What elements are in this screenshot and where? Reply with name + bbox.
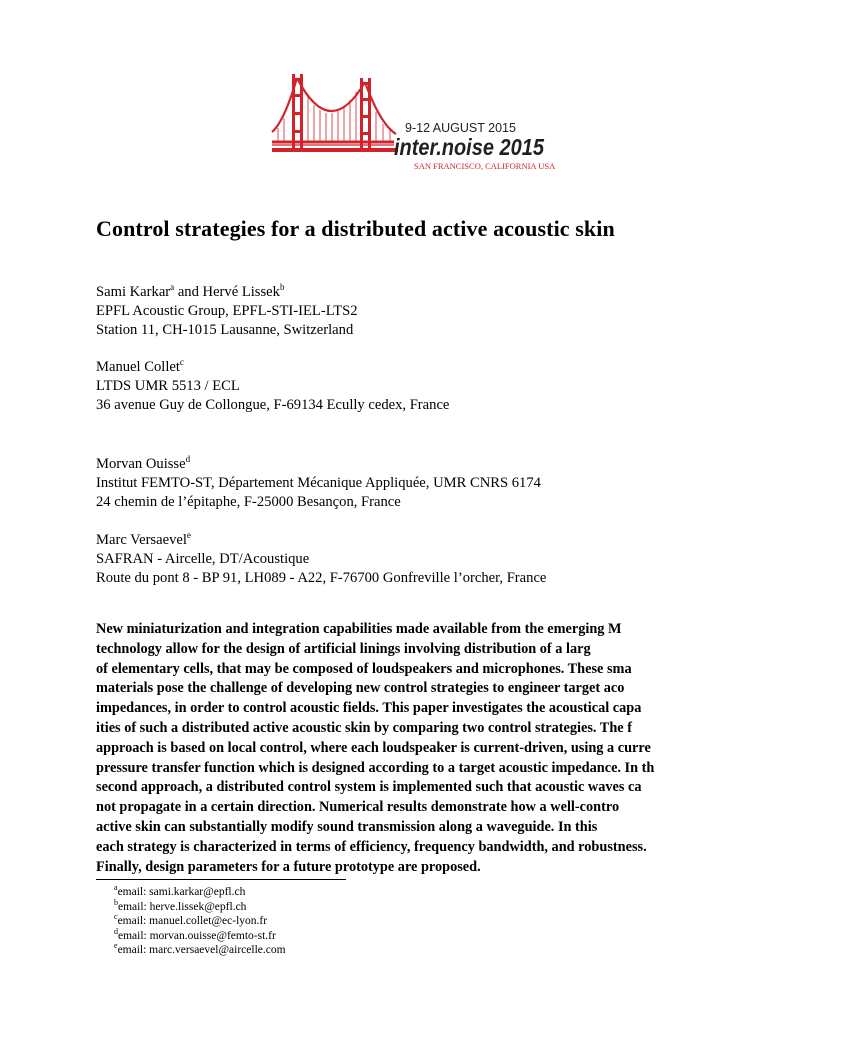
footnote xyxy=(114,943,286,958)
affiliation-line: SAFRAN - Aircelle, DT/Acoustique xyxy=(96,551,310,567)
abstract-line: ities of such a distributed active acoustic skin by comparing two control strategies. The f xyxy=(96,719,632,736)
author-block-1 xyxy=(96,283,358,340)
abstract-line: technology allow for the design of artificial linings involving distribution of a larg xyxy=(96,640,591,657)
footnote-email: email: sami.karkar@epfl.ch xyxy=(117,886,246,898)
footnote xyxy=(114,926,286,944)
abstract-line: each strategy is characterized in terms of efficiency, frequency bandwidth, and robustness. xyxy=(96,838,647,855)
author-block-2 xyxy=(96,358,449,415)
author-name: and Hervé Lissek xyxy=(174,284,280,300)
affiliation-line: EPFL Acoustic Group, EPFL-STI-IEL-LTS2 xyxy=(96,303,358,319)
address-line: 36 avenue Guy de Collongue, F-69134 Ecully cedex, France xyxy=(96,397,450,413)
footnote xyxy=(114,914,286,929)
author-name: Manuel Collet xyxy=(96,359,180,375)
address-line: Station 11, CH-1015 Lausanne, Switzerland xyxy=(96,322,354,338)
footnote-email: email: marc.versaevel@aircelle.com xyxy=(117,944,286,957)
footnote-mark: a xyxy=(114,883,118,892)
author-block-3 xyxy=(96,455,541,512)
footnote xyxy=(114,885,286,900)
author-names-line xyxy=(96,455,541,474)
abstract-line: of elementary cells, that may be composed of loudspeakers and microphones. These sma xyxy=(96,660,632,677)
abstract-line: approach is based on local control, where each loudspeaker is current-driven, using a curre xyxy=(96,739,651,756)
address-line: 24 chemin de l’épitaphe, F-25000 Besançon, France xyxy=(96,494,401,510)
author-names-line xyxy=(96,283,358,302)
footnote xyxy=(114,897,286,915)
logo-location: SAN FRANCISCO, CALIFORNIA USA xyxy=(414,161,556,171)
abstract-line: active skin can substantially modify sound transmission along a waveguide. In this xyxy=(96,818,598,835)
abstract-line: pressure transfer function which is designed according to a target acoustic impedance. In th xyxy=(96,759,655,776)
abstract xyxy=(96,620,856,877)
abstract-line: impedances, in order to control acoustic fields. This paper investigates the acoustical capa xyxy=(96,700,642,717)
abstract-line: Finally, design parameters for a future prototype are proposed. xyxy=(96,858,481,875)
footnote-divider xyxy=(96,879,346,880)
footnote-email: email: manuel.collet@ec-lyon.fr xyxy=(117,915,268,928)
footnote-mark: e xyxy=(114,941,118,951)
abstract-line: New miniaturization and integration capabilities made available from the emerging M xyxy=(96,621,622,637)
logo-dates: 9-12 AUGUST 2015 xyxy=(405,121,516,135)
footnote-mark: d xyxy=(185,454,191,464)
footnote-mark: e xyxy=(186,530,191,540)
logo-event: inter.noise 2015 xyxy=(394,134,546,160)
footnote-mark: d xyxy=(114,926,118,936)
author-names-line xyxy=(96,531,546,550)
conference-logo xyxy=(272,72,556,171)
footnote-mark: c xyxy=(179,357,184,367)
footnote-email: email: morvan.ouisse@femto-st.fr xyxy=(118,929,276,942)
author-name: Marc Versaevel xyxy=(96,532,187,548)
abstract-line: materials pose the challenge of developing new control strategies to engineer target aco xyxy=(96,680,625,697)
paper-title: Control strategies for a distributed active acoustic skin xyxy=(96,216,615,241)
address-line: Route du pont 8 - BP 91, LH089 - A22, F-76700 Gonfreville l’orcher, France xyxy=(96,570,547,586)
footnote-mark: b xyxy=(114,897,118,907)
footnotes xyxy=(114,885,286,958)
footnote-mark: a xyxy=(170,282,175,292)
footnote-mark: b xyxy=(279,282,285,292)
golden-gate-bridge-icon xyxy=(272,74,398,152)
author-name: Sami Karkar xyxy=(96,284,171,300)
abstract-line: second approach, a distributed control system is implemented such that acoustic waves ca xyxy=(96,779,642,796)
footnote-email: email: herve.lissek@epfl.ch xyxy=(118,900,247,913)
author-name: Morvan Ouisse xyxy=(96,456,186,472)
abstract-line: not propagate in a certain direction. Numerical results demonstrate how a well-contro xyxy=(96,799,620,816)
author-block-4 xyxy=(96,531,546,588)
affiliation-line: Institut FEMTO-ST, Département Mécanique Appliquée, UMR CNRS 6174 xyxy=(96,475,541,491)
footnote-mark: c xyxy=(114,912,118,922)
author-names-line xyxy=(96,358,449,377)
affiliation-line: LTDS UMR 5513 / ECL xyxy=(96,378,240,394)
